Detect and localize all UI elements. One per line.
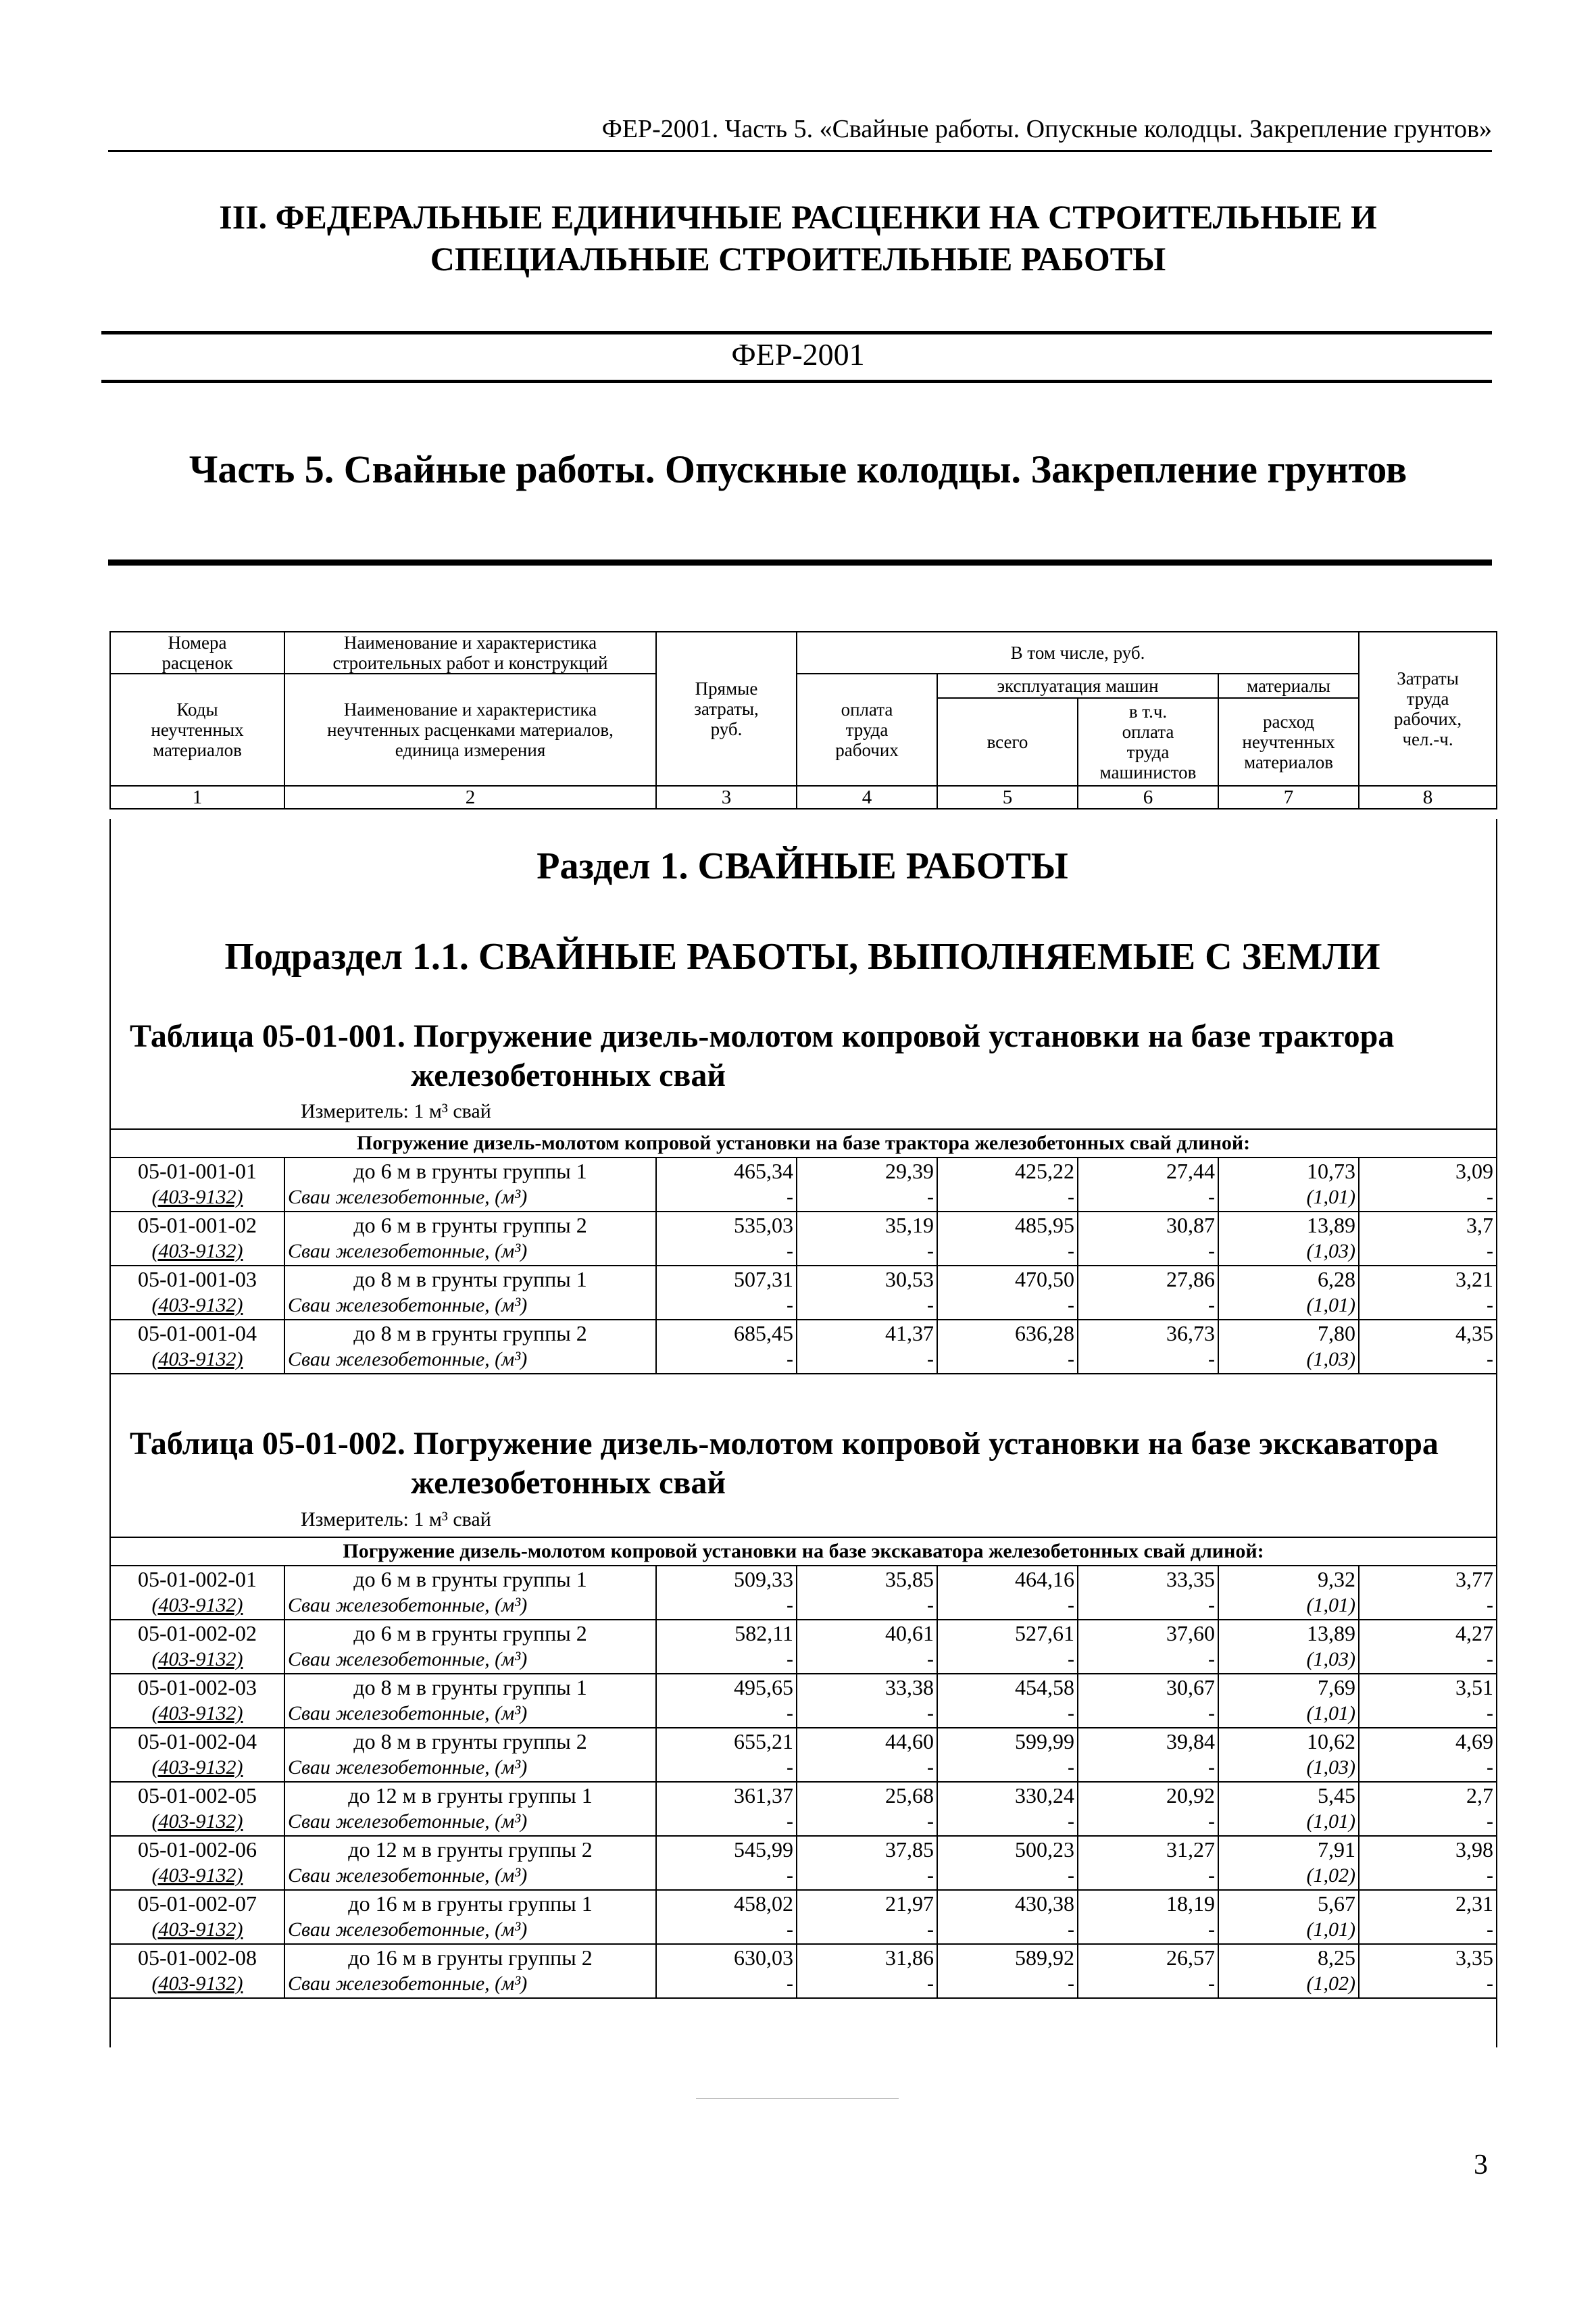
machines-total: 636,28: [937, 1320, 1078, 1347]
subsection-title: Подраздел 1.1. СВАЙНЫЕ РАБОТЫ, ВЫПОЛНЯЕМЫЕ С ЗЕМЛИ: [224, 936, 1380, 978]
page-number: 3: [1474, 2149, 1488, 2181]
material-code: (403-9132): [110, 1756, 284, 1782]
work-name: до 8 м в грунты группы 1: [284, 1266, 656, 1293]
table-row: [110, 1566, 1497, 1593]
dash: -: [797, 1347, 937, 1374]
col-number: 2: [284, 786, 656, 809]
dash: -: [937, 1972, 1078, 1998]
table-row: [110, 1212, 1497, 1239]
table-row: [110, 1266, 1497, 1293]
table-row: [110, 1620, 1497, 1647]
materials-cost: 13,89: [1218, 1212, 1359, 1239]
worker-pay: 35,19: [797, 1212, 937, 1239]
work-name: до 12 м в грунты группы 1: [284, 1782, 656, 1810]
dash: -: [937, 1347, 1078, 1374]
dash: -: [1078, 1239, 1218, 1266]
hdr-unaccounted-materials: расход неучтенных материалов: [1218, 698, 1359, 786]
dash: -: [1078, 1918, 1218, 1944]
dash: -: [1078, 1293, 1218, 1320]
dash: -: [656, 1864, 797, 1890]
dash: -: [937, 1701, 1078, 1728]
dash: -: [937, 1593, 1078, 1620]
materials-cost: 13,89: [1218, 1620, 1359, 1647]
table-row: [110, 1890, 1497, 1918]
material-name: Сваи железобетонные, (м³): [284, 1185, 656, 1212]
material-name: Сваи железобетонные, (м³): [284, 1864, 656, 1890]
labor-hours: 4,35: [1359, 1320, 1497, 1347]
operator-pay: 26,57: [1078, 1944, 1218, 1972]
table1-group-caption: Погружение дизель-молотом копровой установки на базе трактора железобетонных свай длиной:: [110, 1129, 1497, 1158]
dash: -: [1359, 1864, 1497, 1890]
hdr-material-names: Наименование и характеристика неучтенных расценками материалов, единица измерения: [284, 674, 656, 786]
hdr-materials: материалы: [1218, 674, 1359, 698]
materials-cost: 6,28: [1218, 1266, 1359, 1293]
work-name: до 12 м в грунты группы 2: [284, 1836, 656, 1864]
material-name: Сваи железобетонные, (м³): [284, 1972, 656, 1998]
dash: -: [937, 1810, 1078, 1836]
material-row: [110, 1810, 1497, 1836]
hdr-including: В том числе, руб.: [797, 632, 1359, 674]
dash: -: [797, 1593, 937, 1620]
material-row: [110, 1185, 1497, 1212]
labor-hours: 4,69: [1359, 1728, 1497, 1756]
operator-pay: 30,87: [1078, 1212, 1218, 1239]
operator-pay: 27,44: [1078, 1158, 1218, 1185]
machines-total: 454,58: [937, 1674, 1078, 1701]
table-row: [110, 1944, 1497, 1972]
rate-code: 05-01-002-08: [110, 1944, 284, 1972]
material-row: [110, 1347, 1497, 1374]
worker-pay: 30,53: [797, 1266, 937, 1293]
material-code: (403-9132): [110, 1185, 284, 1212]
material-code: (403-9132): [110, 1593, 284, 1620]
dash: -: [1078, 1972, 1218, 1998]
labor-hours: 2,7: [1359, 1782, 1497, 1810]
dash: -: [1078, 1347, 1218, 1374]
thick-separator: [108, 559, 1492, 566]
worker-pay: 25,68: [797, 1782, 937, 1810]
table2-caption: [130, 1424, 1481, 1503]
direct-costs: 509,33: [656, 1566, 797, 1593]
col-number: 3: [656, 786, 797, 809]
dash: -: [1359, 1593, 1497, 1620]
dash: -: [656, 1756, 797, 1782]
material-quantity: (1,01): [1218, 1293, 1359, 1320]
dash: -: [797, 1701, 937, 1728]
dash: -: [797, 1810, 937, 1836]
rate-code: 05-01-001-03: [110, 1266, 284, 1293]
hdr-material-codes: Коды неучтенных материалов: [110, 674, 284, 786]
machines-total: 599,99: [937, 1728, 1078, 1756]
table-row: [110, 1836, 1497, 1864]
dash: -: [656, 1918, 797, 1944]
material-row: [110, 1593, 1497, 1620]
work-name: до 8 м в грунты группы 1: [284, 1674, 656, 1701]
dash: -: [1359, 1810, 1497, 1836]
col-number: 7: [1218, 786, 1359, 809]
rate-code: 05-01-002-07: [110, 1890, 284, 1918]
material-code: (403-9132): [110, 1918, 284, 1944]
rate-code: 05-01-001-04: [110, 1320, 284, 1347]
material-name: Сваи железобетонные, (м³): [284, 1647, 656, 1674]
rate-code: 05-01-001-02: [110, 1212, 284, 1239]
labor-hours: 3,51: [1359, 1674, 1497, 1701]
dash: -: [1359, 1239, 1497, 1266]
material-row: [110, 1701, 1497, 1728]
material-quantity: (1,03): [1218, 1239, 1359, 1266]
operator-pay: 30,67: [1078, 1674, 1218, 1701]
material-code: (403-9132): [110, 1701, 284, 1728]
col-number: 4: [797, 786, 937, 809]
direct-costs: 535,03: [656, 1212, 797, 1239]
table2-caption-line-1: Таблица 05-01-002. Погружение дизель-молотом копровой установки на базе экскаватора: [130, 1426, 1439, 1462]
materials-cost: 10,73: [1218, 1158, 1359, 1185]
footer-faint-rule: [696, 2098, 899, 2099]
operator-pay: 27,86: [1078, 1266, 1218, 1293]
operator-pay: 33,35: [1078, 1566, 1218, 1593]
labor-hours: 2,31: [1359, 1890, 1497, 1918]
work-name: до 16 м в грунты группы 1: [284, 1890, 656, 1918]
dash: -: [937, 1185, 1078, 1212]
main-title-line-1: III. ФЕДЕРАЛЬНЫЕ ЕДИНИЧНЫЕ РАСЦЕНКИ НА СТРОИТЕЛЬНЫЕ И: [219, 198, 1377, 236]
direct-costs: 545,99: [656, 1836, 797, 1864]
table-row: [110, 1320, 1497, 1347]
rate-code: 05-01-002-05: [110, 1782, 284, 1810]
table1-caption-line-1: Таблица 05-01-001. Погружение дизель-молотом копровой установки на базе трактора: [130, 1018, 1395, 1054]
dash: -: [1359, 1701, 1497, 1728]
machines-total: 470,50: [937, 1266, 1078, 1293]
fer-bottom-rule: [101, 380, 1492, 383]
material-row: [110, 1972, 1497, 1998]
work-name: до 16 м в грунты группы 2: [284, 1944, 656, 1972]
worker-pay: 21,97: [797, 1890, 937, 1918]
table2: [109, 1537, 1497, 1999]
labor-hours: 3,09: [1359, 1158, 1497, 1185]
hdr-machines-total: всего: [937, 698, 1078, 786]
table2-measure: Измеритель: 1 м³ свай: [301, 1508, 491, 1530]
dash: -: [797, 1756, 937, 1782]
material-name: Сваи железобетонные, (м³): [284, 1918, 656, 1944]
table-row: [110, 1158, 1497, 1185]
dash: -: [797, 1239, 937, 1266]
hdr-labor-hours: Затраты труда рабочих, чел.-ч.: [1359, 632, 1497, 786]
table1-caption: [130, 1017, 1481, 1095]
main-title: [0, 196, 1596, 280]
machines-total: 485,95: [937, 1212, 1078, 1239]
material-row: [110, 1647, 1497, 1674]
table-row: [110, 1728, 1497, 1756]
rate-code: 05-01-002-01: [110, 1566, 284, 1593]
operator-pay: 31,27: [1078, 1836, 1218, 1864]
direct-costs: 495,65: [656, 1674, 797, 1701]
dash: -: [1359, 1918, 1497, 1944]
material-code: (403-9132): [110, 1293, 284, 1320]
material-quantity: (1,02): [1218, 1864, 1359, 1890]
machines-total: 589,92: [937, 1944, 1078, 1972]
fer-top-rule: [101, 331, 1492, 334]
column-header-table: [109, 631, 1497, 810]
table2-group-caption: Погружение дизель-молотом копровой установки на базе экскаватора железобетонных свай длиной:: [110, 1537, 1497, 1566]
machines-total: 500,23: [937, 1836, 1078, 1864]
materials-cost: 7,69: [1218, 1674, 1359, 1701]
materials-cost: 7,80: [1218, 1320, 1359, 1347]
col-number: 5: [937, 786, 1078, 809]
work-name: до 6 м в грунты группы 2: [284, 1212, 656, 1239]
worker-pay: 29,39: [797, 1158, 937, 1185]
material-name: Сваи железобетонные, (м³): [284, 1593, 656, 1620]
dash: -: [797, 1185, 937, 1212]
rate-code: 05-01-002-02: [110, 1620, 284, 1647]
material-code: (403-9132): [110, 1864, 284, 1890]
dash: -: [656, 1972, 797, 1998]
dash: -: [1359, 1347, 1497, 1374]
table2-caption-line-2: железобетонных свай: [411, 1465, 726, 1501]
dash: -: [937, 1918, 1078, 1944]
worker-pay: 33,38: [797, 1674, 937, 1701]
material-row: [110, 1864, 1497, 1890]
operator-pay: 39,84: [1078, 1728, 1218, 1756]
fer-label: ФЕР-2001: [731, 337, 865, 372]
operator-pay: 20,92: [1078, 1782, 1218, 1810]
table1-caption-line-2: железобетонных свай: [411, 1057, 726, 1093]
materials-cost: 7,91: [1218, 1836, 1359, 1864]
direct-costs: 630,03: [656, 1944, 797, 1972]
machines-total: 527,61: [937, 1620, 1078, 1647]
direct-costs: 685,45: [656, 1320, 797, 1347]
rate-code: 05-01-002-04: [110, 1728, 284, 1756]
dash: -: [656, 1647, 797, 1674]
work-name: до 6 м в грунты группы 1: [284, 1566, 656, 1593]
table-row: [110, 1674, 1497, 1701]
hdr-rate-number: Номера расценок: [110, 632, 284, 674]
operator-pay: 18,19: [1078, 1890, 1218, 1918]
materials-cost: 9,32: [1218, 1566, 1359, 1593]
col-number: 1: [110, 786, 284, 809]
section-title: Раздел 1. СВАЙНЫЕ РАБОТЫ: [537, 845, 1068, 887]
material-name: Сваи железобетонные, (м³): [284, 1810, 656, 1836]
worker-pay: 40,61: [797, 1620, 937, 1647]
material-quantity: (1,03): [1218, 1647, 1359, 1674]
hdr-worker-pay: оплата труда рабочих: [797, 674, 937, 786]
dash: -: [797, 1918, 937, 1944]
dash: -: [937, 1293, 1078, 1320]
direct-costs: 458,02: [656, 1890, 797, 1918]
labor-hours: 3,35: [1359, 1944, 1497, 1972]
work-name: до 6 м в грунты группы 1: [284, 1158, 656, 1185]
material-code: (403-9132): [110, 1647, 284, 1674]
dash: -: [797, 1864, 937, 1890]
labor-hours: 3,21: [1359, 1266, 1497, 1293]
main-title-line-2: СПЕЦИАЛЬНЫЕ СТРОИТЕЛЬНЫЕ РАБОТЫ: [430, 240, 1166, 278]
material-quantity: (1,03): [1218, 1347, 1359, 1374]
machines-total: 430,38: [937, 1890, 1078, 1918]
hdr-operator-pay: в т.ч. оплата труда машинистов: [1078, 698, 1218, 786]
rate-code: 05-01-002-06: [110, 1836, 284, 1864]
table1-measure: Измеритель: 1 м³ свай: [301, 1100, 491, 1122]
running-header: ФЕР-2001. Часть 5. «Свайные работы. Опускные колодцы. Закрепление грунтов»: [601, 115, 1492, 143]
dash: -: [797, 1972, 937, 1998]
material-quantity: (1,03): [1218, 1756, 1359, 1782]
material-code: (403-9132): [110, 1972, 284, 1998]
dash: -: [937, 1647, 1078, 1674]
material-row: [110, 1756, 1497, 1782]
dash: -: [1359, 1972, 1497, 1998]
dash: -: [656, 1293, 797, 1320]
dash: -: [797, 1293, 937, 1320]
material-name: Сваи железобетонные, (м³): [284, 1239, 656, 1266]
dash: -: [797, 1647, 937, 1674]
table-row: [110, 1782, 1497, 1810]
machines-total: 425,22: [937, 1158, 1078, 1185]
worker-pay: 35,85: [797, 1566, 937, 1593]
hdr-work-name: Наименование и характеристика строительных работ и конструкций: [284, 632, 656, 674]
direct-costs: 465,34: [656, 1158, 797, 1185]
dash: -: [937, 1239, 1078, 1266]
column-numbers-row: [110, 786, 1497, 809]
material-name: Сваи железобетонные, (м³): [284, 1347, 656, 1374]
materials-cost: 8,25: [1218, 1944, 1359, 1972]
material-row: [110, 1239, 1497, 1266]
worker-pay: 41,37: [797, 1320, 937, 1347]
direct-costs: 361,37: [656, 1782, 797, 1810]
direct-costs: 582,11: [656, 1620, 797, 1647]
materials-cost: 5,45: [1218, 1782, 1359, 1810]
material-quantity: (1,01): [1218, 1701, 1359, 1728]
dash: -: [937, 1756, 1078, 1782]
material-quantity: (1,01): [1218, 1593, 1359, 1620]
material-row: [110, 1918, 1497, 1944]
material-quantity: (1,01): [1218, 1918, 1359, 1944]
material-row: [110, 1293, 1497, 1320]
labor-hours: 4,27: [1359, 1620, 1497, 1647]
material-code: (403-9132): [110, 1347, 284, 1374]
labor-hours: 3,98: [1359, 1836, 1497, 1864]
header-rule: [108, 150, 1492, 152]
dash: -: [656, 1810, 797, 1836]
hdr-direct-costs: Прямые затраты, руб.: [656, 632, 797, 786]
dash: -: [1359, 1293, 1497, 1320]
labor-hours: 3,77: [1359, 1566, 1497, 1593]
material-name: Сваи железобетонные, (м³): [284, 1293, 656, 1320]
rate-code: 05-01-001-01: [110, 1158, 284, 1185]
direct-costs: 507,31: [656, 1266, 797, 1293]
dash: -: [937, 1864, 1078, 1890]
worker-pay: 37,85: [797, 1836, 937, 1864]
operator-pay: 37,60: [1078, 1620, 1218, 1647]
dash: -: [656, 1239, 797, 1266]
dash: -: [1078, 1810, 1218, 1836]
materials-cost: 5,67: [1218, 1890, 1359, 1918]
material-name: Сваи железобетонные, (м³): [284, 1701, 656, 1728]
material-quantity: (1,02): [1218, 1972, 1359, 1998]
dash: -: [656, 1185, 797, 1212]
table1: [109, 1128, 1497, 1374]
operator-pay: 36,73: [1078, 1320, 1218, 1347]
dash: -: [656, 1593, 797, 1620]
machines-total: 330,24: [937, 1782, 1078, 1810]
material-code: (403-9132): [110, 1239, 284, 1266]
dash: -: [1078, 1185, 1218, 1212]
worker-pay: 31,86: [797, 1944, 937, 1972]
direct-costs: 655,21: [656, 1728, 797, 1756]
materials-cost: 10,62: [1218, 1728, 1359, 1756]
dash: -: [1078, 1864, 1218, 1890]
dash: -: [1359, 1647, 1497, 1674]
dash: -: [1078, 1756, 1218, 1782]
work-name: до 6 м в грунты группы 2: [284, 1620, 656, 1647]
dash: -: [1359, 1185, 1497, 1212]
material-name: Сваи железобетонные, (м³): [284, 1756, 656, 1782]
rate-code: 05-01-002-03: [110, 1674, 284, 1701]
labor-hours: 3,7: [1359, 1212, 1497, 1239]
hdr-machines: эксплуатация машин: [937, 674, 1218, 698]
part-title: Часть 5. Свайные работы. Опускные колодцы. Закрепление грунтов: [189, 447, 1407, 491]
worker-pay: 44,60: [797, 1728, 937, 1756]
col-number: 8: [1359, 786, 1497, 809]
machines-total: 464,16: [937, 1566, 1078, 1593]
work-name: до 8 м в грунты группы 2: [284, 1320, 656, 1347]
dash: -: [656, 1347, 797, 1374]
work-name: до 8 м в грунты группы 2: [284, 1728, 656, 1756]
dash: -: [1078, 1647, 1218, 1674]
material-quantity: (1,01): [1218, 1810, 1359, 1836]
dash: -: [1078, 1701, 1218, 1728]
material-code: (403-9132): [110, 1810, 284, 1836]
col-number: 6: [1078, 786, 1218, 809]
dash: -: [1078, 1593, 1218, 1620]
dash: -: [656, 1701, 797, 1728]
material-quantity: (1,01): [1218, 1185, 1359, 1212]
dash: -: [1359, 1756, 1497, 1782]
